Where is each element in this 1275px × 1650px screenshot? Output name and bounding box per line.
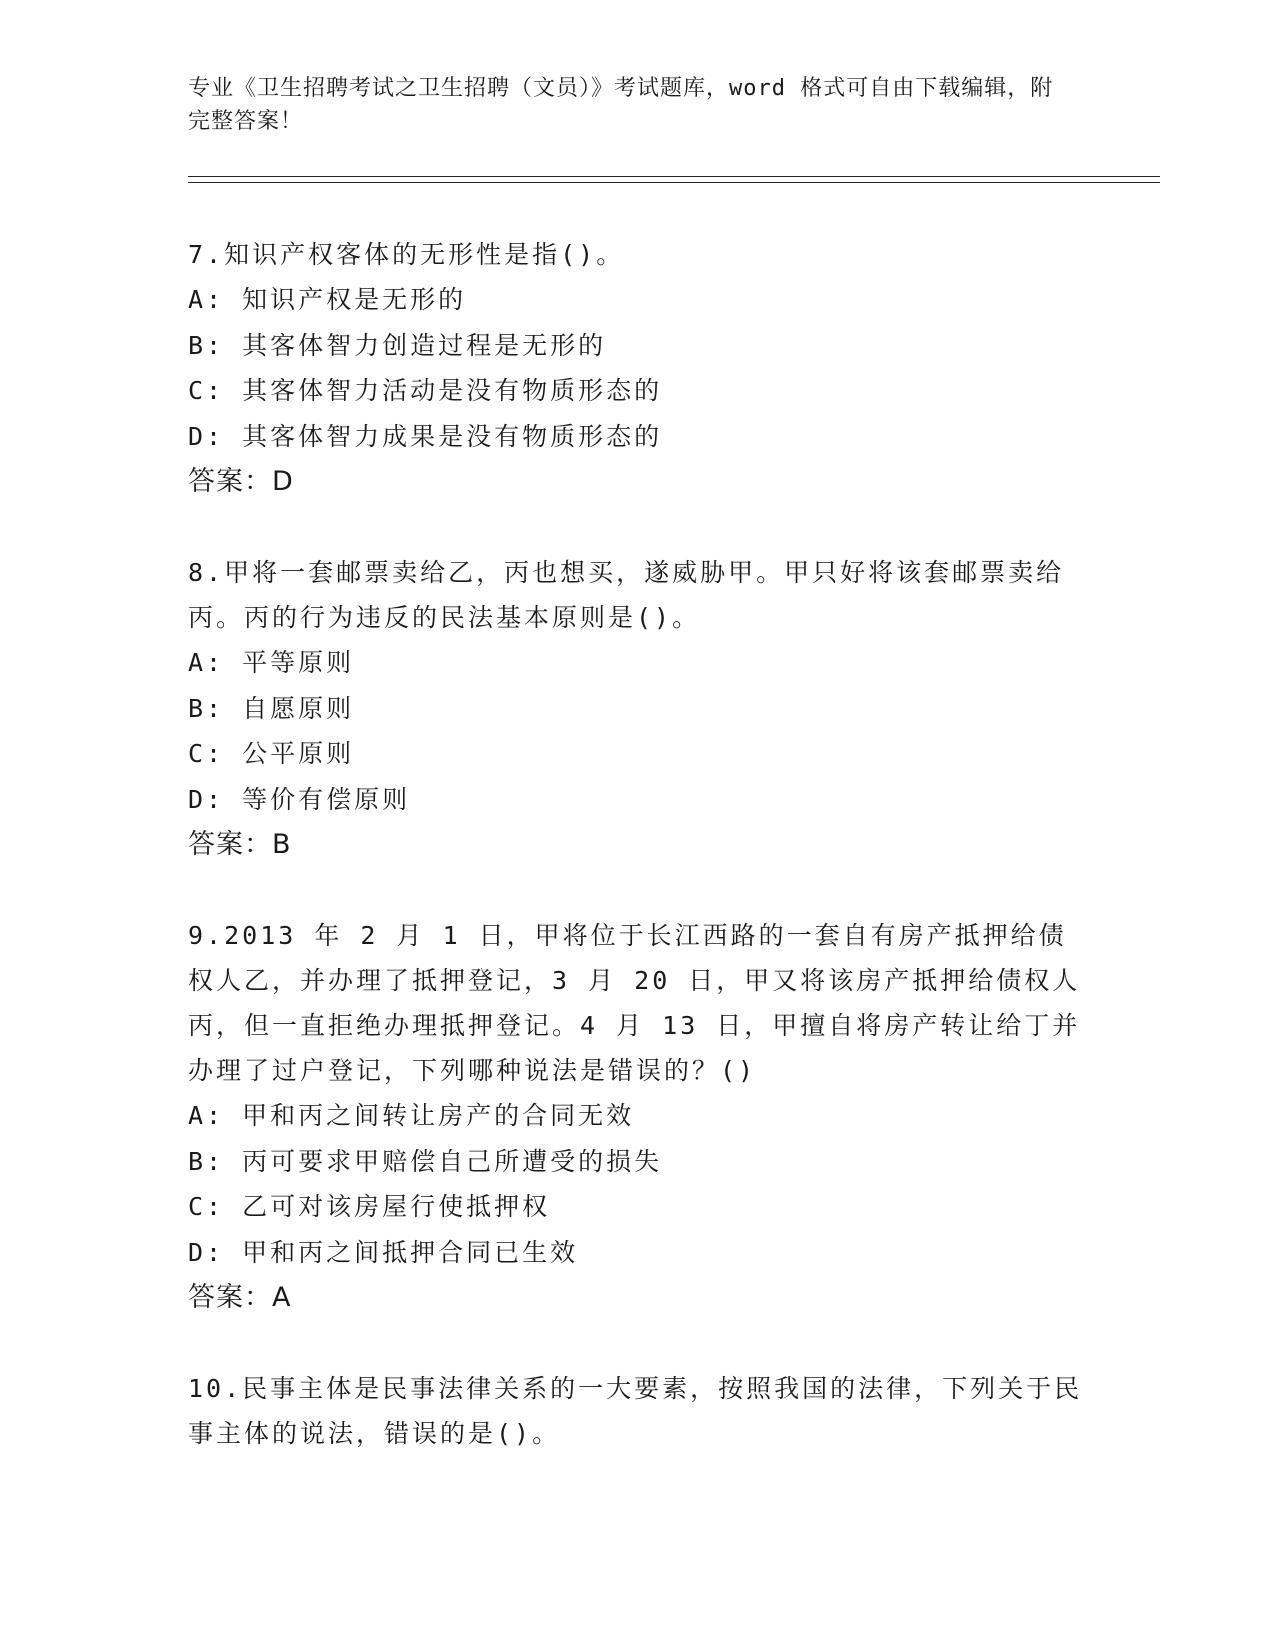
answer-line: 答案：B [188, 829, 292, 860]
option-d: D: 其客体智力成果是没有物质形态的 [188, 421, 663, 451]
option-b: B: 自愿原则 [188, 693, 355, 723]
option-c: C: 其客体智力活动是没有物质形态的 [188, 376, 663, 405]
question-stem: 9.2013 年 2 月 1 日，甲将位于长江西路的一套自有房产抵押给债权人乙，并办理了抵押登记，3 月 20 日，甲又将该房产抵押给债权人丙，但一直拒绝办理抵押登记。4 月 13 日，甲擅自将房产转让给丁并办理了过户登记，下列哪种说法是错误的？() [188, 921, 1081, 1085]
question-7 [188, 232, 1088, 504]
option-a: A: 甲和丙之间转让房产的合同无效 [188, 1101, 635, 1130]
option-c: C: 公平原则 [188, 739, 355, 768]
document-header: 专业《卫生招聘考试之卫生招聘（文员）》考试题库，word 格式可自由下载编辑，附完整答案！ [188, 76, 1054, 134]
question-stem: 10.民事主体是民事法律关系的一大要素，按照我国的法律，下列关于民事主体的说法，错误的是()。 [188, 1374, 1083, 1448]
header-divider-bottom [188, 182, 1160, 183]
option-d: D: 等价有偿原则 [188, 784, 411, 814]
header-divider-top [188, 176, 1160, 177]
question-stem: 8.甲将一套邮票卖给乙，丙也想买，遂威胁甲。甲只好将该套邮票卖给丙。丙的行为违反的民法基本原则是()。 [188, 558, 1065, 632]
question-9 [188, 913, 1088, 1320]
option-c: C: 乙可对该房屋行使抵押权 [188, 1192, 551, 1221]
option-b: B: 其客体智力创造过程是无形的 [188, 330, 607, 360]
question-stem: 7.知识产权客体的无形性是指()。 [188, 240, 625, 269]
question-10 [188, 1366, 1088, 1456]
option-a: A: 平等原则 [188, 648, 355, 677]
option-b: B: 丙可要求甲赔偿自己所遭受的损失 [188, 1146, 663, 1176]
option-d: D: 甲和丙之间抵押合同已生效 [188, 1237, 579, 1267]
answer-line: 答案：D [188, 466, 294, 497]
option-a: A: 知识产权是无形的 [188, 285, 467, 314]
question-8 [188, 550, 1088, 867]
answer-line: 答案：A [188, 1282, 292, 1313]
question-list [188, 232, 1088, 1502]
